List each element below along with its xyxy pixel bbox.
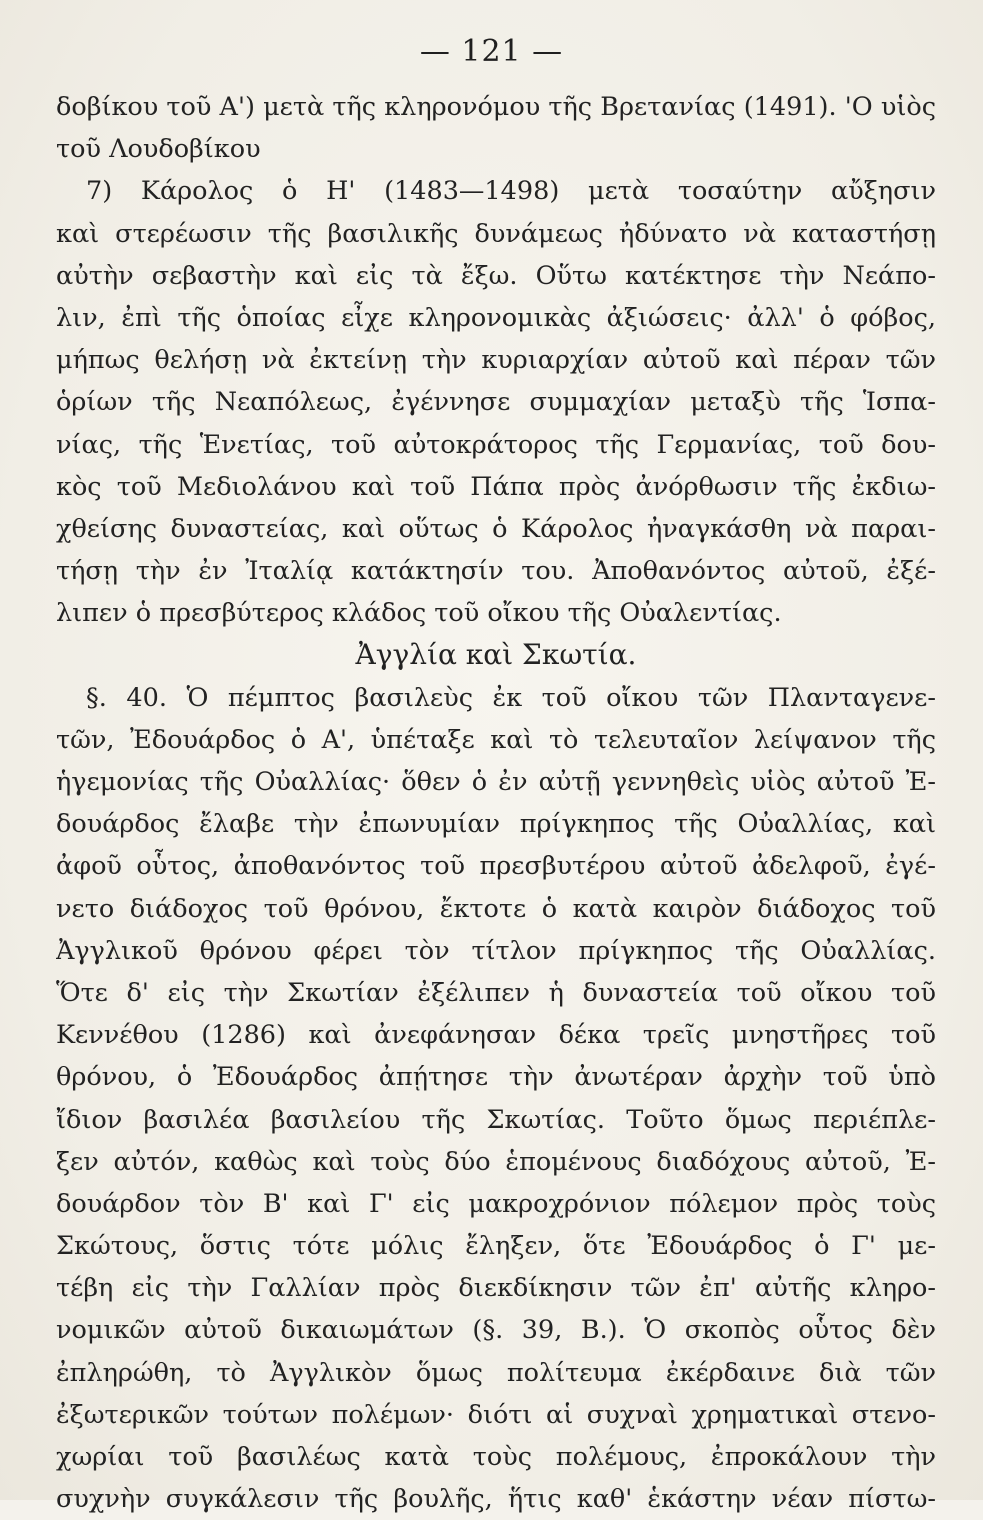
text-line: χωρίαι τοῦ βασιλέως κατὰ τοὺς πολέμους, ἐπροκάλουν τὴν: [56, 1442, 936, 1472]
text-line: συχνὴν συγκάλεσιν τῆς βουλῆς, ἥτις καθ' ἑκάστην νέαν πίστω-: [56, 1484, 936, 1515]
text-line: λιν, ἐπὶ τῆς ὁποίας εἶχε κληρονομικὰς ἀξιώσεις· ἀλλ' ὁ φόβος,: [56, 302, 936, 333]
text-line: 7) Κάρολος ὁ Η' (1483—1498) μετὰ τοσαύτην αὔξησιν: [86, 176, 936, 207]
text-line: αὐτὴν σεβαστὴν καὶ εἰς τὰ ἔξω. Οὕτω κατέκτησε τὴν Νεάπο-: [56, 260, 936, 291]
text-line: Ἀγγλικοῦ θρόνου φέρει τὸν τίτλον πρίγκηπος τῆς Οὐαλλίας.: [56, 935, 936, 966]
text-line: ἐπληρώθη, τὸ Ἀγγλικὸν ὅμως πολίτευμα ἐκέρδαινε διὰ τῶν: [56, 1357, 936, 1388]
text-line: ὁρίων τῆς Νεαπόλεως, ἐγέννησε συμμαχίαν μεταξὺ τῆς Ἱσπα-: [56, 387, 936, 418]
text-line: Σκώτους, ὅστις τότε μόλις ἔληξεν, ὅτε Ἐδουάρδος ὁ Γ' με-: [56, 1231, 936, 1262]
text-line: χθείσης δυναστείας, καὶ οὕτως ὁ Κάρολος ἠναγκάσθη νὰ παραι-: [56, 513, 936, 544]
text-line: ξεν αὐτόν, καθὼς καὶ τοὺς δύο ἑπομένους διαδόχους αὐτοῦ, Ἐ-: [56, 1146, 936, 1177]
text-line: Ὅτε δ' εἰς τὴν Σκωτίαν ἐξέλιπεν ἡ δυναστεία τοῦ οἴκου τοῦ: [56, 977, 936, 1008]
text-line: δουάρδον τὸν Β' καὶ Γ' εἰς μακροχρόνιον πόλεμον πρὸς τοὺς: [56, 1188, 936, 1219]
text-line: μήπως θελήσῃ νὰ ἐκτείνῃ τὴν κυριαρχίαν αὐτοῦ καὶ πέραν τῶν: [56, 345, 936, 376]
body-text: [56, 86, 936, 1520]
text-line: τοῦ Λουδοβίκου: [56, 134, 261, 165]
text-line: νετο διάδοχος τοῦ θρόνου, ἔκτοτε ὁ κατὰ καιρὸν διάδοχος τοῦ: [56, 893, 936, 924]
text-line: καὶ στερέωσιν τῆς βασιλικῆς δυνάμεως ἠδύνατο νὰ καταστήσῃ: [56, 218, 936, 249]
text-line: κὸς τοῦ Μεδιολάνου καὶ τοῦ Πάπα πρὸς ἀνόρθωσιν τῆς ἐκδιω-: [56, 471, 936, 502]
text-line: θρόνου, ὁ Ἐδουάρδος ἀπῄτησε τὴν ἀνωτέραν ἀρχὴν τοῦ ὑπὸ: [56, 1062, 936, 1093]
text-line: νίας, τῆς Ἑνετίας, τοῦ αὐτοκράτορος τῆς Γερμανίας, τοῦ δου-: [56, 429, 936, 460]
text-line: §. 40. Ὁ πέμπτος βασιλεὺς ἐκ τοῦ οἴκου τῶν Πλανταγενε-: [86, 682, 936, 713]
text-line: τέβη εἰς τὴν Γαλλίαν πρὸς διεκδίκησιν τῶν ἐπ' αὐτῆς κληρο-: [56, 1273, 936, 1304]
text-line: τῶν, Ἐδουάρδος ὁ Α', ὑπέταξε καὶ τὸ τελευταῖον λείψανον τῆς: [56, 724, 936, 755]
text-line: Κεννέθου (1286) καὶ ἀνεφάνησαν δέκα τρεῖς μνηστῆρες τοῦ: [56, 1020, 936, 1051]
text-line: δουάρδος ἔλαβε τὴν ἐπωνυμίαν πρίγκηπος τῆς Οὐαλλίας, καὶ: [56, 809, 936, 840]
section-heading: Ἀγγλία καὶ Σκωτία.: [355, 638, 637, 672]
page-number: — 121 —: [419, 34, 564, 69]
text-line: δοβίκου τοῦ Α') μετὰ τῆς κληρονόμου τῆς Βρετανίας (1491). 'Ο υἱὸς: [56, 92, 936, 122]
text-line: ἴδιον βασιλέα βασιλείου τῆς Σκωτίας. Τοῦτο ὅμως περιέπλε-: [56, 1104, 936, 1135]
text-line: νομικῶν αὐτοῦ δικαιωμάτων (§. 39, Β.). Ὁ σκοπὸς οὗτος δὲν: [56, 1315, 936, 1346]
text-line: ἐξωτερικῶν τούτων πολέμων· διότι αἱ συχναὶ χρηματικαὶ στενο-: [56, 1399, 936, 1430]
text-line: ἡγεμονίας τῆς Οὐαλλίας· ὅθεν ὁ ἐν αὐτῇ γεννηθεὶς υἱὸς αὐτοῦ Ἐ-: [56, 767, 936, 797]
text-line: τήσῃ τὴν ἐν Ἰταλίᾳ κατάκτησίν του. Ἀποθανόντος αὐτοῦ, ἐξέ-: [56, 556, 936, 587]
text-line: λιπεν ὁ πρεσβύτερος κλάδος τοῦ οἴκου τῆς Οὐαλεντίας.: [56, 598, 782, 629]
text-line: ἀφοῦ οὗτος, ἀποθανόντος τοῦ πρεσβυτέρου αὐτοῦ ἀδελφοῦ, ἐγέ-: [56, 851, 936, 882]
